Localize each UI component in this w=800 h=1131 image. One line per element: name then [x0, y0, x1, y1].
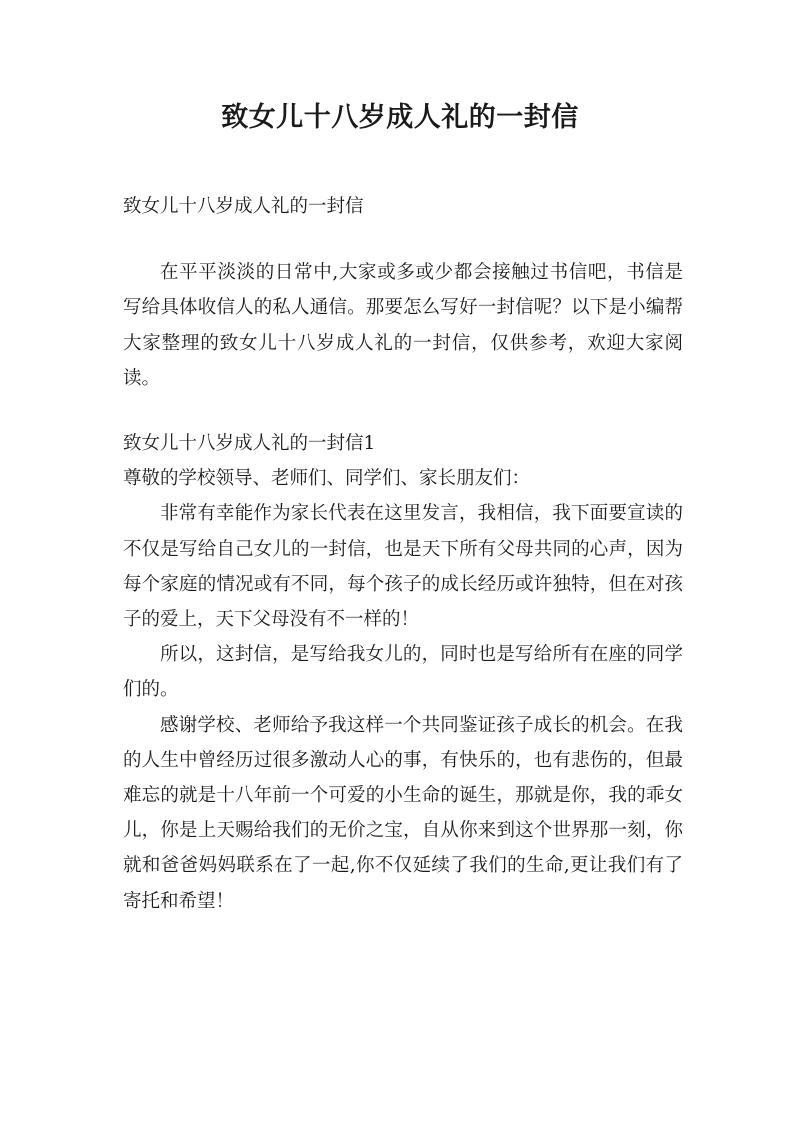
document-title: 致女儿十八岁成人礼的一封信: [221, 102, 579, 133]
document-body: [123, 189, 683, 919]
body-paragraph-2: 所以，这封信，是写给我女儿的，同时也是写给所有在座的同学们的。: [123, 644, 683, 701]
body-paragraph-3: 感谢学校、老师给予我这样一个共同鉴证孩子成长的机会。在我的人生中曾经历过很多激动人心的事，有快乐的，也有悲伤的，但最难忘的就是十八年前一个可爱的小生命的诞生，那就是你，我的乖女儿，你是上天赐给我们的无价之宝，自从你来到这个世界那一刻，你就和爸爸妈妈联系在了一起,你不仅延续了我们的生命,更让我们有了寄托和希望！: [123, 714, 683, 912]
document-subtitle: 致女儿十八岁成人礼的一封信: [123, 196, 364, 217]
spacer: [123, 224, 683, 255]
spacer: [123, 396, 683, 426]
body-paragraph-1: 非常有幸能作为家长代表在这里发言，我相信，我下面要宣读的不仅是写给自己女儿的一封信，也是天下所有父母共同的心声，因为每个家庭的情况或有不同，每个孩子的成长经历或许独特，但在对孩子的爱上，天下父母没有不一样的！: [123, 503, 683, 631]
section-heading: 致女儿十八岁成人礼的一封信1: [123, 433, 376, 455]
intro-paragraph: 在平平淡淡的日常中,大家或多或少都会接触过书信吧，书信是写给具体收信人的私人通信。那要怎么写好一封信呢？以下是小编帮大家整理的致女儿十八岁成人礼的一封信，仅供参考，欢迎大家阅读。: [123, 262, 683, 389]
salutation: 尊敬的学校领导、老师们、同学们、家长朋友们：: [123, 468, 531, 490]
